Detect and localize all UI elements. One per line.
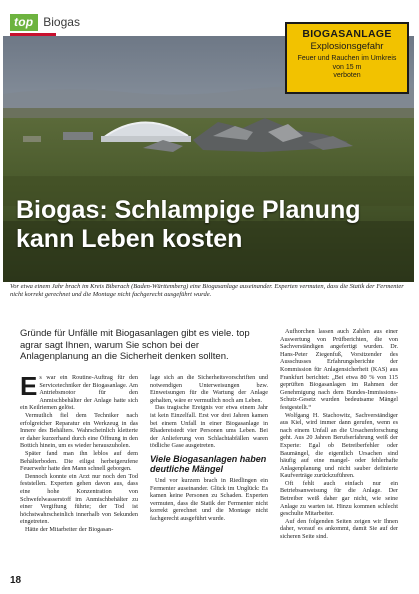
column-2	[150, 374, 268, 523]
section-header	[10, 13, 80, 31]
paragraph: Das tragische Ereignis vor etwa einem Jahr ist kein Einzelfall. Erst vor drei Jahren kamen bei einem Unfall in einer Biogasanlage in Rhadereistedt vier Personen ums Leben. Bei der Anlieferung von Schlachtabfällen waren tödliche Gase ausgetreten.	[150, 404, 268, 450]
photo-caption: Vor etwa einem Jahr brach im Kreis Biberach (Baden-Württemberg) eine Biogasanlage auseinander. Experten vermuten, dass die Statik der Fermenter nicht korrekt gerechnet und die Montage nicht fachgerecht ausgeführt wurde.	[10, 283, 404, 298]
subheading: Viele Biogasanlagen haben deutliche Mängel	[150, 453, 267, 474]
column-1	[20, 371, 138, 533]
lead-paragraph: Gründe für Unfälle mit Biogasanlagen gibt es viele. top agrar sagt Ihnen, warum Sie schon bei der Anlagenplanung an die Sicherheit denken sollten.	[20, 328, 250, 362]
red-rule	[10, 33, 56, 36]
paragraph	[20, 371, 138, 412]
paragraph: Dennoch konnte ein Arzt nur noch den Tod feststellen. Experten gehen davon aus, dass eine hohe Konzentration von Schwefelwasserstoff im Anmischbehälter zu einer Vergiftung führte; der Tod ist höchstwahrscheinlich innerhalb von Sekunden eingetreten.	[20, 472, 138, 526]
paragraph: Hätte der Mitarbeiter der Biogasan-	[25, 525, 114, 533]
paragraph: Und vor kurzem brach in Riedlingen ein Fermenter auseinander. Glück im Unglück: Es kamen keine Personen zu Schaden. Experten vermuten, dass die Statik der Fermenter nicht korrekt gerechnet und die Montage nicht fachgerecht ausgeführt wurde.	[150, 476, 268, 522]
section-category: Biogas	[43, 15, 80, 29]
paragraph: Später fand man ihn leblos auf dem Behälterboden. Die eiligst herbeigerufene Feuerwehr hatte den Mann schnell geborgen.	[20, 449, 138, 473]
paragraph: Vermutlich fiel dem Techniker nach erfolgreicher Reparatur ein Werkzeug in das Innere des Behälters. Wahrscheinlich kletterte er daher kurzerhand durch eine Öffnung in den Bottich hinein, um es wieder herauszuholen.	[20, 411, 138, 450]
sign-text: Feuer und Rauchen im Umkreis von 15 m	[297, 55, 397, 71]
column-3	[280, 328, 398, 541]
paragraph: Aufhorchen lassen auch Zahlen aus einer Auswertung von Prüfberichten, die von Sachverständigen angefertigt wurden. Dr. Hans-Peter Ziegenfuß, Vorsitzender des Ausschusses Erfahrungsberichte der Kommission für Anlagensicherheit (KAS) aus Frankfurt berichtet: „Bei etwa 80 % von 115 geprüften Biogasanlagen im Rahmen der Genehmigung nach dem Bundes-Immissions-Schutz-Gesetz wurden bedeutsame Mängel festgestellt.“	[280, 328, 398, 411]
sign-text-end: verboten	[333, 72, 361, 79]
paragraph: Oft fehlt auch einfach nur ein Betriebsanweisung für die Anlage. Der Betreiber weiß daher gar nicht, wie seine Anlage zu warten ist. Hinzu kommen schlecht geschulte Mitarbeiter.	[280, 479, 398, 518]
warning-sign	[285, 22, 409, 94]
paragraph: Auf den folgenden Seiten zeigen wir Ihnen daher, worauf es ankommt, damit Sie auf der sicheren Seite sind.	[280, 517, 398, 541]
paragraph: lage sich an die Sicherheitsvorschriften und notwendigen Unterweisungen bzw. Einweisungen für die Wartung der Anlage gehalten, wäre er vermutlich noch am Leben.	[150, 374, 268, 404]
paragraph: Wolfgang H. Stachowitz, Sachverständiger aus Kiel, wird immer dann gerufen, wenn es nach einem Unfall an die Ursachenforschung geht. Aus 20 Jahren Berufserfahrung weiß der Experte: Egal ob Betreiberfehler oder Baumängel, die eigentlich Ursachen sind häufig auf eine mangel- oder fehlerhafte Anlagenplanung und nicht sauber definierte Kaufverträge zurückzuführen.	[280, 411, 398, 480]
drop-cap: E	[20, 371, 38, 401]
sign-subtitle: Explosionsgefahr	[310, 41, 384, 52]
sign-title: BIOGASANLAGE	[302, 28, 392, 40]
section-tag: top	[10, 14, 38, 31]
paragraph-text: s war ein Routine-Auftrag für den Servicetechniker der Biogasanlage. Am Antriebsmotor für den Anmischbehälter der Anlage hatte sich ein Keilriemen gelöst.	[20, 374, 138, 412]
page-number: 18	[10, 575, 22, 586]
headline: Biogas: Schlampige Planung kann Leben kosten	[16, 196, 361, 253]
